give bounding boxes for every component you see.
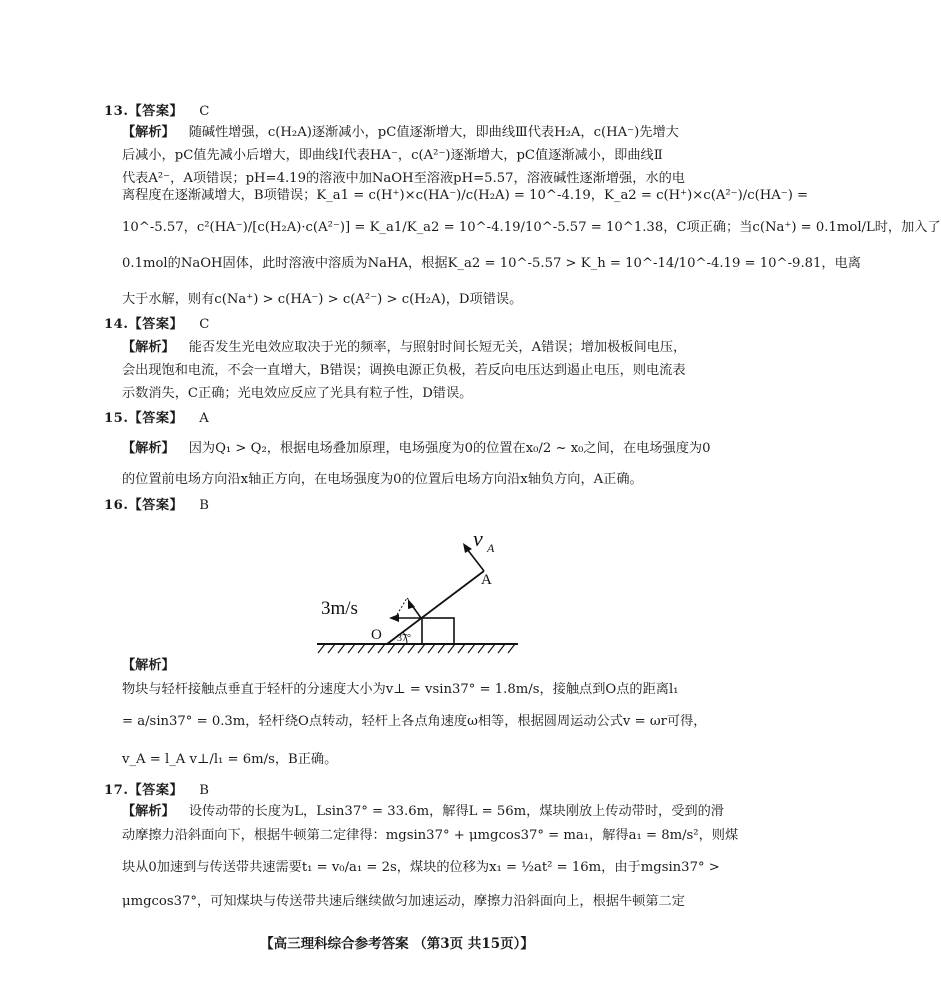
q14-line-2: 会出现饱和电流，不会一直增大，B错误；调换电源正负极，若反向电压达到遏止电压，则电流表	[122, 363, 686, 378]
va-arrow	[467, 549, 484, 571]
q13-line-1: 【解析】 随碱性增强，c(H₂A)逐渐减小，pC值逐渐增大，即曲线Ⅲ代表H₂A，c(HA⁻)先增大	[122, 125, 679, 140]
va-subscript: A	[487, 541, 495, 555]
q14-line-3: 示数消失，C正确；光电效应反应了光具有粒子性，D错误。	[122, 386, 473, 401]
va-label: v	[473, 526, 483, 551]
q15-analysis-tag: 【解析】	[122, 441, 175, 456]
q13-line-3: 代表A²⁻，A项错误；pH=4.19的溶液中加NaOH至溶液pH=5.57，溶液碱性逐渐增强，水的电	[122, 171, 685, 186]
q17-line-2: 动摩擦力沿斜面向下，根据牛顿第二定律得：mgsin37° + μmgcos37° = ma₁，解得a₁ = 8m/s²，则煤	[122, 828, 739, 843]
page-footer: 【高三理科综合参考答案 （第3页 共15页）】	[260, 936, 534, 952]
q13-analysis-tag: 【解析】	[122, 125, 175, 140]
q16-line-1: 物块与轻杆接触点垂直于轻杆的分速度大小为v⊥ = vsin37° = 1.8m/s，接触点到O点的距离l₁	[122, 682, 679, 697]
q17-line-3: 块从0加速到与传送带共速需要t₁ = v₀/a₁ = 2s，煤块的位移为x₁ = ½at² = 16m，由于mgsin37° >	[122, 860, 720, 875]
q17-line-1: 【解析】 设传动带的长度为L，Lsin37° = 33.6m，解得L = 56m，煤块刚放上传动带时，受到的滑	[122, 804, 724, 819]
dotted-line-2	[407, 598, 409, 600]
q15-answer: A	[199, 411, 210, 426]
q14-analysis-tag: 【解析】	[122, 340, 175, 355]
speed-label: 3m/s	[321, 598, 358, 619]
q17-analysis-tag: 【解析】	[122, 804, 175, 819]
q13-line-5: 10^-5.57，c²(HA⁻)/[c(H₂A)·c(A²⁻)] = K_a1/K_a2 = 10^-4.19/10^-5.57 = 10^1.38，C项正确；当c(Na⁺) = 0.1mol/L时，加入了	[122, 220, 941, 235]
q16-answer: B	[199, 498, 210, 513]
q14-line-1: 【解析】 能否发生光电效应取决于光的频率，与照射时间长短无关，A错误；增加极板间电压，	[122, 340, 687, 355]
q16-line-3: v_A = l_A v⊥/l₁ = 6m/s，B正确。	[122, 752, 338, 767]
q13-line-4: 离程度在逐渐减增大，B项错误；K_a1 = c(H⁺)×c(HA⁻)/c(H₂A) = 10^-4.19，K_a2 = c(H⁺)×c(A²⁻)/c(HA⁻) =	[122, 188, 809, 203]
q16-line-2: = a/sin37° = 0.3m，轻杆绕O点转动，轻杆上各点角速度ω相等，根据圆周运动公式v = ωr可得，	[122, 714, 707, 729]
q17-line-4: μmgcos37°，可知煤块与传送带共速后继续做匀加速运动，摩擦力沿斜面向上，根据牛顿第二定	[122, 894, 685, 909]
point-a-label: A	[481, 572, 492, 588]
q17-answer: B	[199, 783, 210, 798]
q16-analysis-tag: 【解析】	[122, 658, 175, 673]
q13-heading: 13.【答案】 C	[104, 104, 210, 119]
q14-heading: 14.【答案】 C	[104, 317, 210, 332]
q13-line-2: 后减小，pC值先减小后增大，即曲线Ⅰ代表HA⁻，c(A²⁻)逐渐增大，pC值逐渐减小，即曲线Ⅱ	[122, 148, 663, 163]
q13-answer: C	[199, 104, 210, 119]
q13-line-6: 0.1mol的NaOH固体，此时溶液中溶质为NaHA，根据K_a2 = 10^-5.57 > K_h = 10^-14/10^-4.19 = 10^-9.81，电离	[122, 256, 861, 271]
q15-line-2: 的位置前电场方向沿x轴正方向，在电场强度为0的位置后电场方向沿x轴负方向，A正确。	[122, 472, 643, 487]
q13-line-7: 大于水解，则有c(Na⁺) > c(HA⁻) > c(A²⁻) > c(H₂A)，D项错误。	[122, 292, 523, 307]
q17-heading: 17.【答案】 B	[104, 783, 210, 798]
block	[422, 618, 454, 644]
q15-heading: 15.【答案】 A	[104, 411, 210, 426]
q15-line-1: 【解析】 因为Q₁ > Q₂，根据电场叠加原理，电场强度为0的位置在x₀/2 ~ x₀之间，在电场强度为0	[122, 441, 711, 456]
rod-block-diagram	[315, 522, 520, 664]
q16-heading: 16.【答案】 B	[104, 498, 210, 513]
q14-answer: C	[199, 317, 210, 332]
speed-arrowhead	[389, 614, 399, 622]
va-arrowhead	[463, 543, 472, 553]
origin-label: O	[371, 627, 382, 643]
ground-hatching	[318, 644, 515, 653]
angle-label: 37°	[397, 633, 411, 644]
